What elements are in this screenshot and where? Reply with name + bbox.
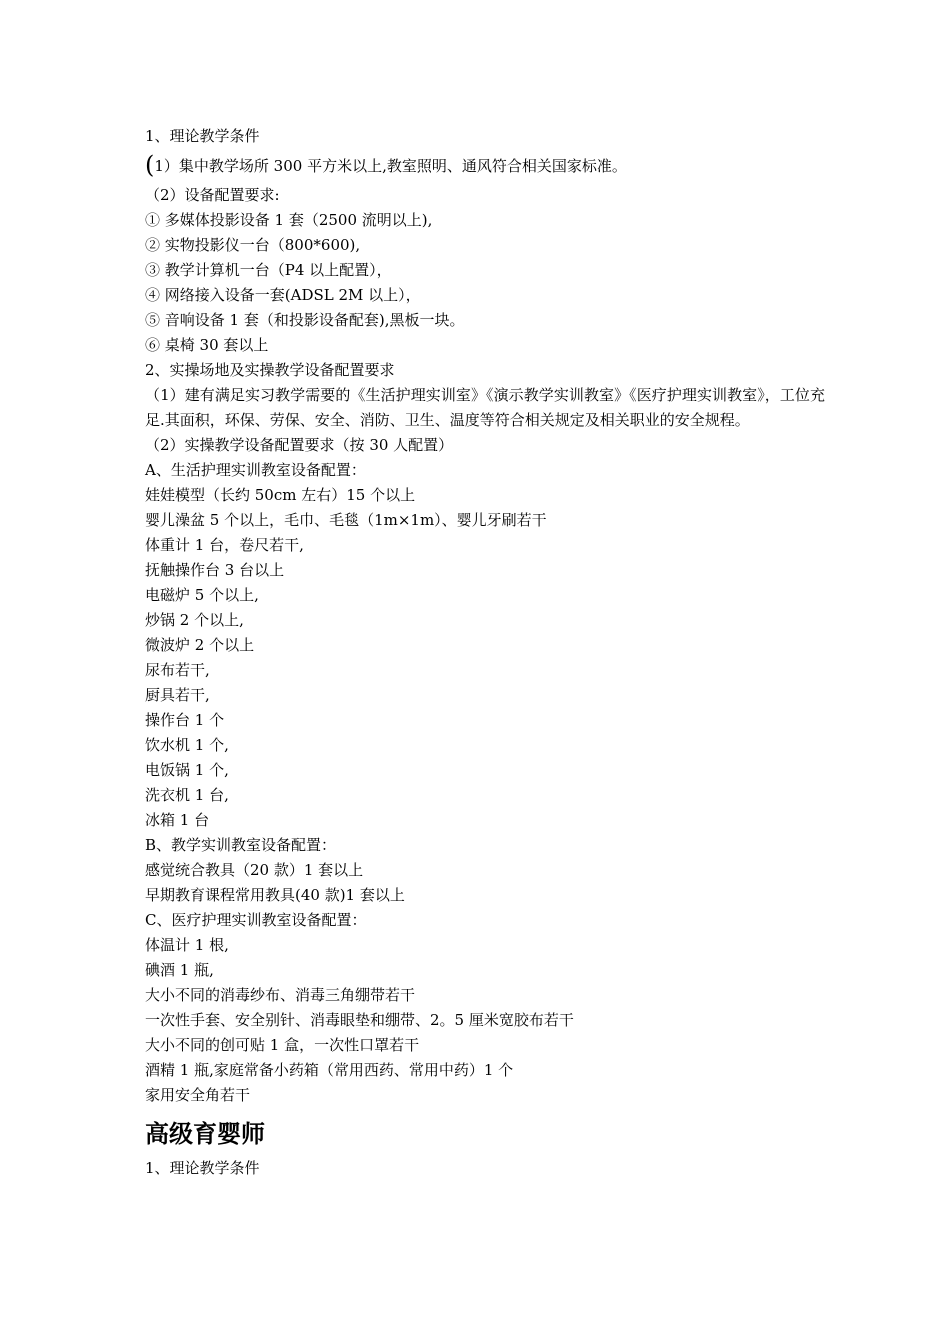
list-item: 感觉统合教具（20 款）1 套以上	[145, 861, 364, 879]
equipment-item: ③ 教学计算机一台（P4 以上配置），	[145, 261, 392, 279]
list-item: 电磁炉 5 个以上,	[145, 586, 259, 604]
list-item: 微波炉 2 个以上	[145, 636, 255, 654]
list-item: 抚触操作台 3 台以上	[145, 561, 285, 579]
list-item: 炒锅 2 个以上,	[145, 611, 244, 629]
large-parenthesis: (	[145, 151, 155, 179]
section1-item1	[145, 149, 825, 181]
equipment-item: ① 多媒体投影设备 1 套（2500 流明以上),	[145, 211, 433, 229]
list-item: 早期教育课程常用教具(40 款)1 套以上	[145, 886, 405, 904]
section3-title: 1、理论教学条件	[145, 1159, 260, 1177]
group-b-title: B、教学实训教室设备配置：	[145, 836, 337, 854]
equipment-item: ⑥ 桌椅 30 套以上	[145, 336, 269, 354]
list-item: 冰箱 1 台	[145, 811, 210, 829]
list-item: 厨具若干,	[145, 686, 210, 704]
list-item: 一次性手套、安全别针、消毒眼垫和绷带、2。5 厘米宽胶布若干	[145, 1011, 574, 1029]
section-heading: 高级育婴师	[145, 1120, 265, 1148]
list-item: 尿布若干,	[145, 661, 210, 679]
list-item: 洗衣机 1 台,	[145, 786, 229, 804]
group-c-title: C、医疗护理实训教室设备配置：	[145, 911, 367, 929]
group-a-title: A、生活护理实训教室设备配置：	[145, 461, 366, 479]
section1-item2: （2）设备配置要求:	[145, 186, 280, 204]
list-item: 婴儿澡盆 5 个以上，毛巾、毛毯（1m×1m）、婴儿牙刷若干	[145, 511, 547, 529]
list-item: 操作台 1 个	[145, 711, 225, 729]
section2-title: 2、实操场地及实操教学设备配置要求	[145, 361, 395, 379]
section1-title: 1、理论教学条件	[145, 127, 260, 145]
document-page	[145, 124, 825, 1181]
equipment-item: ② 实物投影仪一台（800*600),	[145, 236, 361, 254]
list-item: 碘酒 1 瓶,	[145, 961, 214, 979]
list-item: 电饭锅 1 个,	[145, 761, 229, 779]
list-item: 家用安全角若干	[145, 1086, 251, 1104]
equipment-item: ⑤ 音响设备 1 套（和投影设备配套),黑板一块。	[145, 311, 465, 329]
list-item: 体重计 1 台，卷尺若干,	[145, 536, 304, 554]
list-item: 饮水机 1 个,	[145, 736, 229, 754]
section2-paragraph: （1）建有满足实习教学需要的《生活护理实训室》《演示教学实训教室》《医疗护理实训教室》，工位充足.其面积，环保、劳保、安全、消防、卫生、温度等符合相关规定及相关职业的安全规程。	[145, 386, 825, 429]
section1-item1-text: 1）集中教学场所 300 平方米以上,教室照明、通风符合相关国家标准。	[154, 157, 627, 175]
section2-item2: （2）实操教学设备配置要求（按 30 人配置）	[145, 436, 454, 454]
list-item: 大小不同的创可贴 1 盒，一次性口罩若干	[145, 1036, 420, 1054]
list-item: 体温计 1 根,	[145, 936, 229, 954]
list-item: 娃娃模型（长约 50cm 左右）15 个以上	[145, 486, 416, 504]
equipment-item: ④ 网络接入设备一套(ADSL 2M 以上），	[145, 286, 421, 304]
list-item: 大小不同的消毒纱布、消毒三角绷带若干	[145, 986, 416, 1004]
list-item: 酒精 1 瓶,家庭常备小药箱（常用西药、常用中药）1 个	[145, 1061, 514, 1079]
